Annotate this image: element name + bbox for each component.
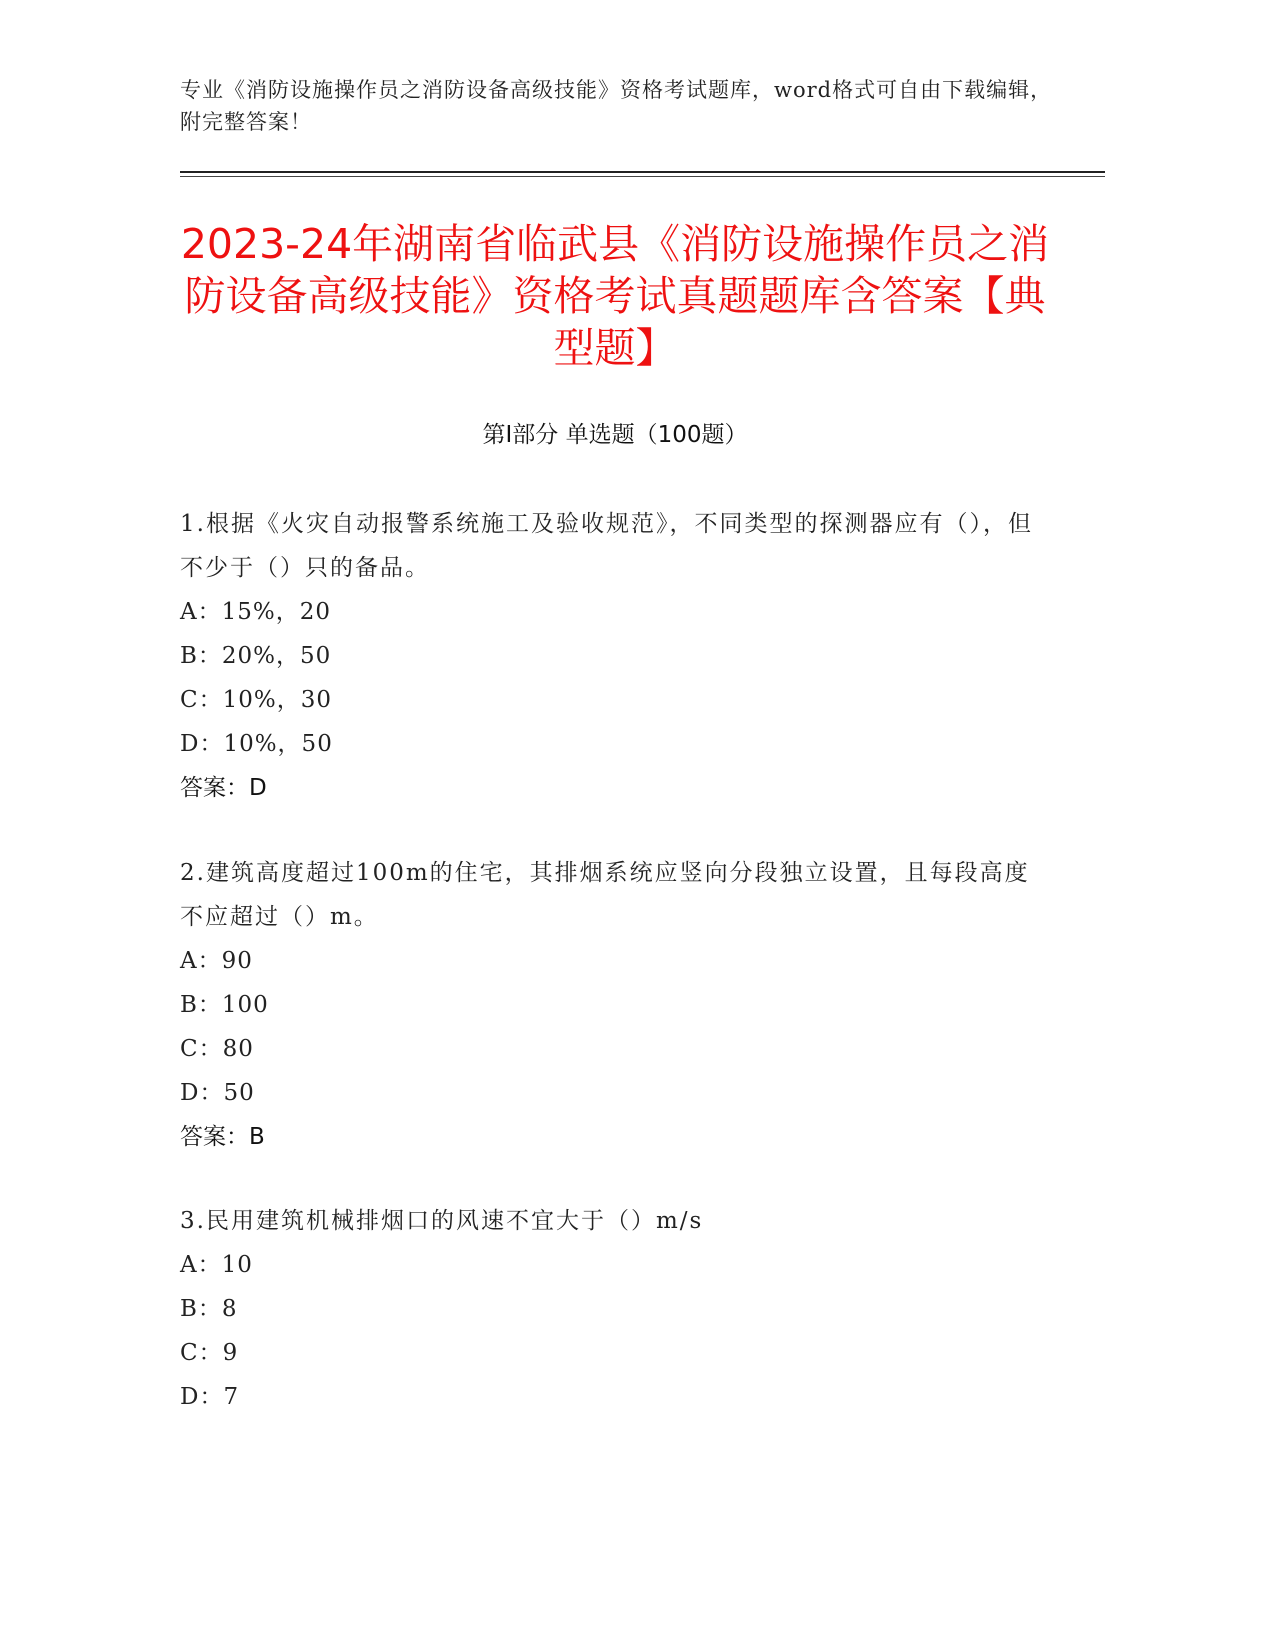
option-b: B：8	[180, 1296, 238, 1322]
header-rule-thin	[180, 176, 1105, 177]
option-c: C：10%，30	[180, 687, 332, 713]
question-stem: 3.民用建筑机械排烟口的风速不宜大于（）m/s	[180, 1208, 704, 1234]
question-1	[180, 502, 1040, 810]
header-note: 专业《消防设施操作员之消防设备高级技能》资格考试题库，word格式可自由下载编辑，附完整答案！	[180, 78, 1053, 134]
option-b: B：100	[180, 992, 269, 1018]
question-3	[180, 1199, 1040, 1419]
option-a: A：90	[180, 948, 253, 974]
answer: 答案：B	[180, 1124, 265, 1150]
section-heading: 第I部分 单选题（100题）	[482, 422, 748, 448]
option-a: A：15%，20	[180, 599, 331, 625]
option-d: D：50	[180, 1080, 255, 1106]
option-a: A：10	[180, 1252, 253, 1278]
header-rule-thick	[180, 171, 1105, 173]
option-c: C：9	[180, 1340, 239, 1366]
option-d: D：7	[180, 1384, 240, 1410]
question-stem: 1.根据《火灾自动报警系统施工及验收规范》，不同类型的探测器应有（），但不少于（）只的备品。	[180, 511, 1033, 581]
document-title: 2023-24年湖南省临武县《消防设施操作员之消防设备高级技能》资格考试真题题库含答案【典型题】	[180, 220, 1050, 372]
question-2	[180, 851, 1040, 1159]
question-stem: 2.建筑高度超过100m的住宅，其排烟系统应竖向分段独立设置，且每段高度不应超过（）m。	[180, 860, 1030, 930]
answer: 答案：D	[180, 775, 267, 801]
option-d: D：10%，50	[180, 731, 333, 757]
option-b: B：20%，50	[180, 643, 332, 669]
option-c: C：80	[180, 1036, 254, 1062]
